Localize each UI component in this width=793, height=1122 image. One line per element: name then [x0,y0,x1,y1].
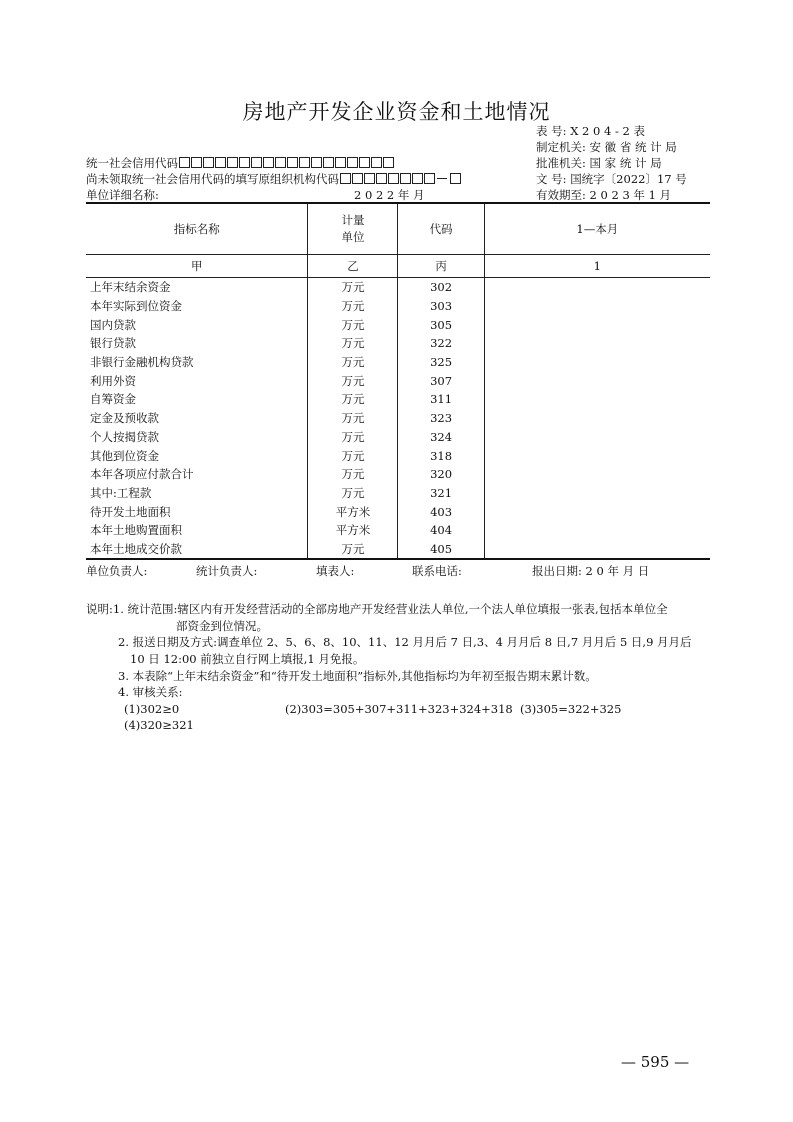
row-unit: 万元 [308,409,398,428]
subheader-name: 甲 [86,255,308,278]
approver-label: 批准机关: [536,156,586,170]
row-name: 本年各项应付款合计 [86,465,308,484]
row-name: 本年土地成交价款 [86,540,308,559]
row-code: 323 [398,409,484,428]
credit-code-field[interactable] [86,155,394,171]
row-code: 318 [398,446,484,465]
note-2b: 10 日 12:00 前独立自行网上填报,1 月免报。 [130,652,365,666]
row-value-cell[interactable] [484,315,710,334]
table-row [86,390,710,409]
form-number-line [536,123,687,139]
subheader-value: 1 [484,255,710,278]
table-row [86,446,710,465]
row-value-cell[interactable] [484,502,710,521]
header-unit [308,204,398,255]
row-name: 非银行金融机构贷款 [86,353,308,372]
doc-number-value: 国统字〔2022〕17 号 [570,172,687,186]
row-unit: 平方米 [308,502,398,521]
row-unit: 万元 [308,446,398,465]
row-value-cell[interactable] [484,540,710,559]
table-row [86,371,710,390]
table-row [86,540,710,559]
row-name: 个人按揭贷款 [86,428,308,447]
approver-line [536,155,687,171]
row-code: 325 [398,353,484,372]
row-name: 其中:工程款 [86,484,308,503]
row-name: 上年末结余资金 [86,278,308,297]
valid-until-value: 2 0 2 3 年 1 月 [589,188,672,202]
credit-code-boxes[interactable] [178,156,394,170]
form-number-label: 表 号: [536,124,567,138]
header-unit-line1: 计量 [341,213,365,227]
row-name: 银行贷款 [86,334,308,353]
form-meta [536,123,687,203]
row-unit: 万元 [308,353,398,372]
rule-4: (4)320≥321 [124,718,194,732]
row-value-cell[interactable] [484,521,710,540]
valid-until-label: 有效期至: [536,188,586,202]
stat-head-label: 统计负责人: [196,564,258,578]
issuer-line [536,139,687,155]
approver-value: 国 家 统 计 局 [589,156,662,170]
header-value: 1—本月 [484,204,710,255]
page-number: — 595 — [621,1053,690,1071]
row-code: 403 [398,502,484,521]
table-row [86,278,710,297]
header-unit-line2: 单位 [341,230,365,244]
org-code-label: 尚未领取统一社会信用代码的填写原组织机构代码 [86,172,339,186]
row-unit: 万元 [308,390,398,409]
row-value-cell[interactable] [484,334,710,353]
row-code: 303 [398,297,484,316]
note-2a: 2. 报送日期及方式:调查单位 2、5、6、8、10、11、12 月月后 7 日,3、4 月月后 8 日,7 月月后 5 日,9 月月后 [118,635,692,649]
table-bottom-rule [86,558,710,560]
table-row [86,315,710,334]
table-row [86,465,710,484]
rule-2: (2)303=305+307+311+323+324+318 [285,702,513,716]
row-unit: 万元 [308,278,398,297]
row-code: 305 [398,315,484,334]
row-code: 322 [398,334,484,353]
report-period: 2 0 2 2 年 月 [354,188,425,202]
form-number-value: X 2 0 4 - 2 表 [570,124,645,138]
row-unit: 万元 [308,484,398,503]
issuer-label: 制定机关: [536,140,586,154]
row-value-cell[interactable] [484,390,710,409]
row-name: 本年实际到位资金 [86,297,308,316]
row-unit: 平方米 [308,521,398,540]
note-1a: 说明:1. 统计范围:辖区内有开发经营活动的全部房地产开发经营业法人单位,一个法人单位填报一张表,包括本单位全 [86,602,668,616]
row-value-cell[interactable] [484,353,710,372]
org-code-boxes[interactable] [339,172,461,186]
filler-label: 填表人: [316,564,355,578]
row-value-cell[interactable] [484,297,710,316]
note-1b: 部资金到位情况。 [176,619,268,633]
table-row [86,297,710,316]
header-code: 代码 [398,204,484,255]
row-name: 待开发土地面积 [86,502,308,521]
row-name: 利用外资 [86,371,308,390]
table-row [86,428,710,447]
note-4: 4. 审核关系: [118,685,183,699]
table-row [86,521,710,540]
header-name: 指标名称 [86,204,308,255]
issuer-value: 安 徽 省 统 计 局 [589,140,677,154]
subheader-unit: 乙 [308,255,398,278]
row-value-cell[interactable] [484,428,710,447]
row-code: 321 [398,484,484,503]
data-table [86,204,710,558]
row-unit: 万元 [308,540,398,559]
table-row [86,409,710,428]
row-unit: 万元 [308,465,398,484]
row-value-cell[interactable] [484,409,710,428]
table-row [86,334,710,353]
doc-number-line [536,171,687,187]
unit-name-label: 单位详细名称: [86,188,159,202]
unit-head-label: 单位负责人: [86,564,148,578]
row-value-cell[interactable] [484,371,710,390]
rule-3: (3)305=322+325 [520,702,622,716]
row-value-cell[interactable] [484,446,710,465]
row-code: 320 [398,465,484,484]
row-code: 324 [398,428,484,447]
row-value-cell[interactable] [484,278,710,297]
table-subheader-row [86,255,710,278]
row-name: 定金及预收款 [86,409,308,428]
row-unit: 万元 [308,334,398,353]
phone-label: 联系电话: [412,564,462,578]
table-row [86,353,710,372]
table-row [86,484,710,503]
row-unit: 万元 [308,371,398,390]
valid-until-line [536,187,687,203]
page-title: 房地产开发企业资金和土地情况 [242,100,551,124]
row-value-cell[interactable] [484,465,710,484]
table-header-row [86,204,710,255]
row-name: 本年土地购置面积 [86,521,308,540]
row-code: 307 [398,371,484,390]
row-name: 国内贷款 [86,315,308,334]
org-code-field[interactable] [86,171,461,187]
row-unit: 万元 [308,315,398,334]
row-value-cell[interactable] [484,484,710,503]
row-unit: 万元 [308,297,398,316]
row-code: 405 [398,540,484,559]
row-code: 404 [398,521,484,540]
rule-1: (1)302≥0 [124,702,180,716]
doc-number-label: 文 号: [536,172,567,186]
row-name: 其他到位资金 [86,446,308,465]
report-date-label: 报出日期: 2 0 年 月 日 [532,564,650,578]
row-name: 自筹资金 [86,390,308,409]
note-3: 3. 本表除“上年末结余资金”和“待开发土地面积”指标外,其他指标均为年初至报告期末累计数。 [118,669,597,683]
credit-code-label: 统一社会信用代码 [86,156,178,170]
row-code: 311 [398,390,484,409]
row-code: 302 [398,278,484,297]
subheader-code: 丙 [398,255,484,278]
row-unit: 万元 [308,428,398,447]
table-row [86,502,710,521]
